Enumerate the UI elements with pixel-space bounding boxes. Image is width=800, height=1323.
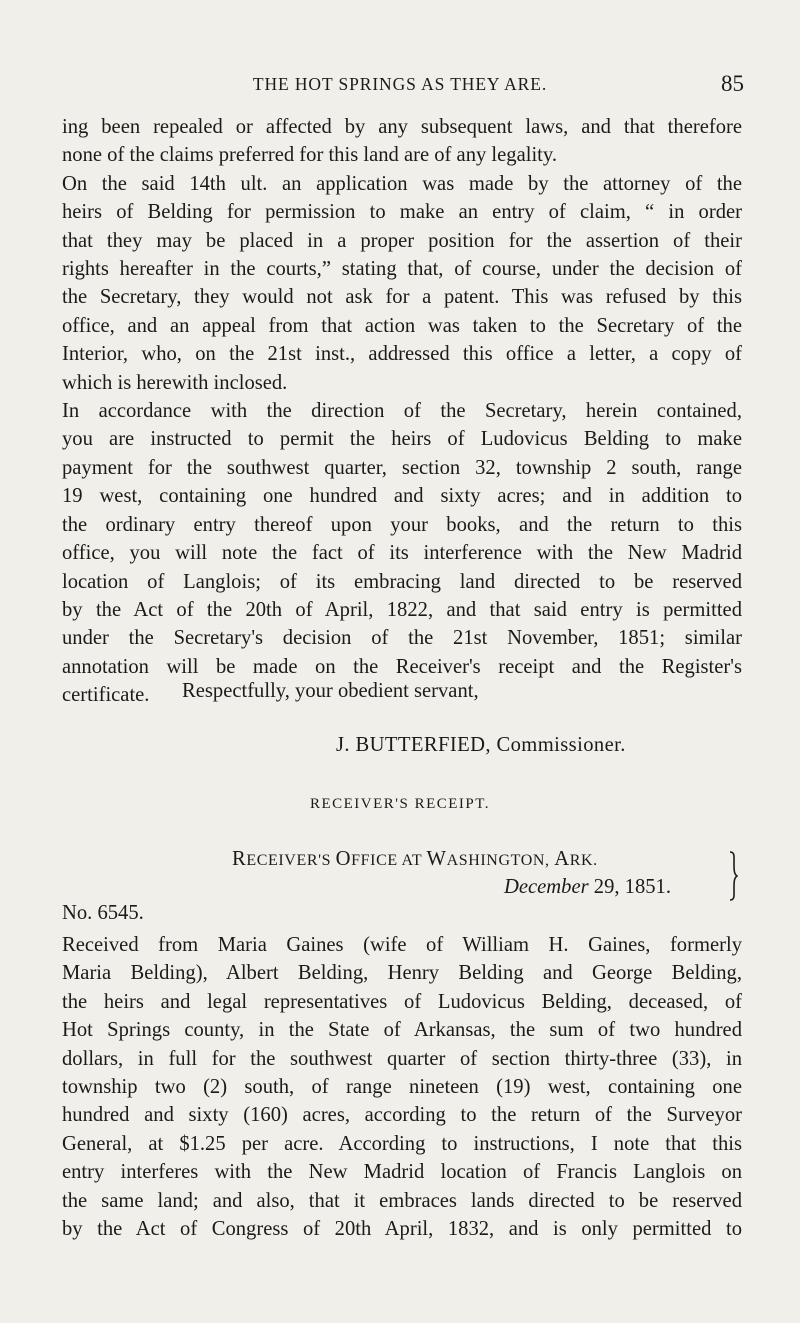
letter-body <box>62 113 742 710</box>
receipt-date-rest: 29, 1851. <box>588 876 671 898</box>
running-header <box>0 71 800 98</box>
text-line: entry interferes with the New Madrid location of Francis Langlois on <box>62 1161 742 1184</box>
office-cap: W <box>426 848 447 870</box>
paragraph-first-line: In accordance with the direction of the Secretary, herein contained, <box>62 400 742 423</box>
right-brace-icon <box>728 851 738 901</box>
signature: J. BUTTERFIED, Commissioner. <box>336 734 626 756</box>
office-small: RK. <box>569 852 598 869</box>
text-line: township two (2) south, of range nineteen (19) west, containing one <box>62 1076 742 1099</box>
closing-salutation: Respectfully, your obedient servant, <box>182 680 479 702</box>
text-line: none of the claims preferred for this land are of any legality. <box>62 144 558 167</box>
receiver-office-line <box>232 848 598 871</box>
text-line: office, you will note the fact of its interference with the New Madrid <box>62 542 742 565</box>
text-line: 19 west, containing one hundred and sixty acres; and in addition to <box>62 485 742 508</box>
text-line: Maria Belding), Albert Belding, Henry Belding and George Belding, <box>62 962 742 985</box>
section-heading: RECEIVER'S RECEIPT. <box>309 796 491 812</box>
running-title: THE HOT SPRINGS AS THEY ARE. <box>252 74 548 94</box>
office-small: ASHINGTON, <box>446 852 555 869</box>
text-line: Hot Springs county, in the State of Arkansas, the sum of two hundred <box>62 1019 742 1042</box>
text-line: you are instructed to permit the heirs of Ludovicus Belding to make <box>62 428 742 451</box>
text-line: dollars, in full for the southwest quarter of section thirty-three (33), in <box>62 1047 742 1070</box>
office-cap: O <box>335 848 352 870</box>
receipt-number: No. 6545. <box>62 902 144 924</box>
text-line: by the Act of Congress of 20th April, 1832, and is only permitted to <box>62 1218 742 1241</box>
text-line: General, at $1.25 per acre. According to instructions, I note that this <box>62 1132 742 1155</box>
text-line: the same land; and also, that it embraces lands directed to be reserved <box>62 1189 742 1212</box>
receipt-date <box>504 876 671 899</box>
text-line: payment for the southwest quarter, section 32, township 2 south, range <box>62 456 742 479</box>
office-cap: R <box>232 848 247 870</box>
text-line: ing been repealed or affected by any subsequent laws, and that therefore <box>62 116 742 138</box>
text-line: that they may be placed in a proper position for the assertion of their <box>62 229 742 252</box>
text-line: by the Act of the 20th of April, 1822, and that said entry is permitted <box>62 598 742 621</box>
office-small: FFICE AT <box>351 852 427 869</box>
office-cap: A <box>554 848 570 870</box>
text-line: the Secretary, they would not ask for a patent. This was refused by this <box>62 286 742 309</box>
text-line: heirs of Belding for permission to make an entry of claim, “ in order <box>62 201 742 224</box>
office-small: ECEIVER'S <box>246 852 336 869</box>
text-line: location of Langlois; of its embracing land directed to be reserved <box>62 570 742 593</box>
text-line: office, and an appeal from that action was taken to the Secretary of the <box>62 314 742 337</box>
text-line: Interior, who, on the 21st inst., addressed this office a letter, a copy of <box>62 343 742 366</box>
text-line: under the Secretary's decision of the 21st November, 1851; similar <box>62 627 742 650</box>
page-number: 85 <box>721 71 744 96</box>
text-line: certificate. <box>62 684 150 707</box>
receipt-date-month: December <box>504 876 589 898</box>
text-line: rights hereafter in the courts,” stating that, of course, under the decision of <box>62 258 742 281</box>
text-line: hundred and sixty (160) acres, according to the return of the Surveyor <box>62 1104 742 1127</box>
paragraph-first-line: Received from Maria Gaines (wife of William H. Gaines, formerly <box>62 934 742 956</box>
text-line: the heirs and legal representatives of Ludovicus Belding, deceased, of <box>62 990 742 1013</box>
paragraph-first-line: On the said 14th ult. an application was made by the attorney of the <box>62 172 742 195</box>
receipt-body <box>62 931 742 1243</box>
text-line: the ordinary entry thereof upon your books, and the return to this <box>62 513 742 536</box>
text-line: which is herewith inclosed. <box>62 371 288 394</box>
text-line: annotation will be made on the Receiver's receipt and the Register's <box>62 655 742 678</box>
